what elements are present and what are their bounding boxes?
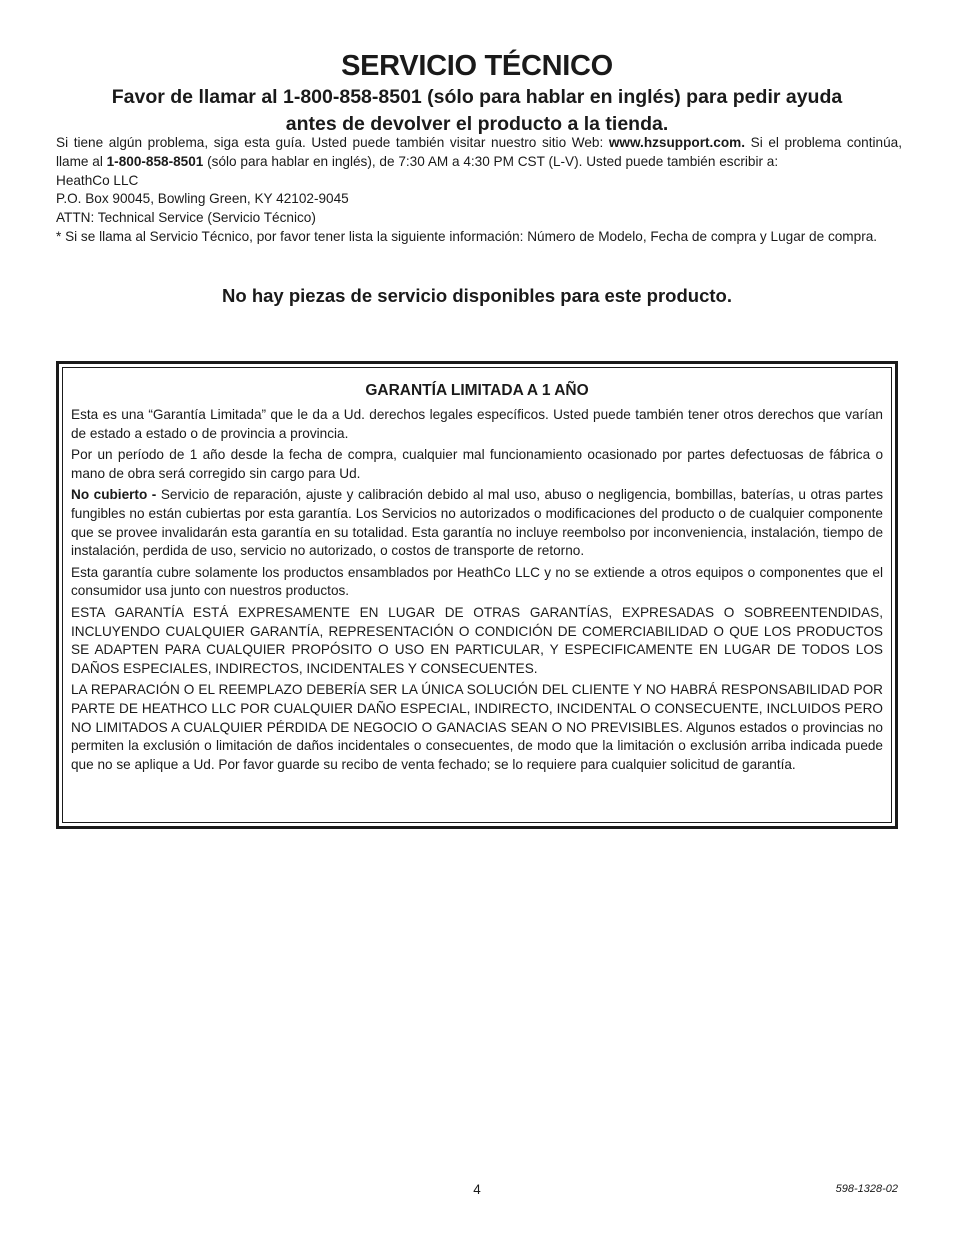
warranty-paragraph-5: ESTA GARANTÍA ESTÁ EXPRESAMENTE EN LUGAR DE OTRAS GARANTÍAS, EXPRESADAS O SOBREENTENDIDAS, INCLUYENDO CUALQUIER GARANTÍA, REPRESENTACIÓN O CONDICIÓN DE COMERCIABILIDAD O QUE LOS PRODUCTOS SE ADAPTEN PARA CUALQUIER PROPÓSITO O USO EN PARTICULAR, Y ESPECIFICAMENTE EN LUGAR DE TODOS LOS DAÑOS ESPECIALES, INDIRECTOS, INCIDENTALES Y CONSECUENTES. bbox=[71, 604, 883, 676]
intro-text-b: Si el problema continúa, llame al bbox=[56, 135, 902, 169]
service-note: * Si se llama al Servicio Técnico, por favor tener lista la siguiente información: Número de Modelo, Fecha de compra y Lugar de compra. bbox=[56, 228, 878, 244]
address-attn: ATTN: Technical Service (Servicio Técnico) bbox=[56, 210, 316, 226]
warranty-title: GARANTÍA LIMITADA A 1 AÑO bbox=[365, 382, 589, 399]
document-number: 598-1328-02 bbox=[835, 1183, 898, 1195]
warranty-paragraph-4: Esta garantía cubre solamente los productos ensamblados por HeathCo LLC y no se extiende a otros equipos o componentes que el consumidor usa junto con nuestros productos. bbox=[71, 564, 883, 599]
subtitle-line-2: antes de devolver el producto a la tienda. bbox=[285, 113, 669, 135]
warranty-paragraph-3 bbox=[71, 486, 883, 560]
support-phone-number: 1-800-858-8501 bbox=[106, 153, 204, 169]
address-po-box: P.O. Box 90045, Bowling Green, KY 42102-9045 bbox=[56, 191, 349, 207]
no-parts-notice: No hay piezas de servicio disponibles para este producto. bbox=[222, 285, 732, 306]
website-link[interactable]: www.hzsupport.com. bbox=[608, 135, 746, 150]
intro-section bbox=[56, 134, 902, 247]
address-company: HeathCo LLC bbox=[56, 172, 139, 188]
support-phone-heading bbox=[40, 84, 914, 138]
not-covered-text: Servicio de reparación, ajuste y calibración debido al mal uso, abuso o negligencia, bombillas, baterías, u otras partes fungibles no están cubiertas por esta garantía. Los Servicios no autorizados o modificaciones del producto o de cualquier componente que se provee invalidarán esta garantía en su totalidad. Esta garantía no incluye reembolso por inconveniencia, instalación, tiempo de instalación, perdida de uso, servicio no autorizado, o costos de transporte de retorno. bbox=[71, 487, 883, 559]
subtitle-line-1: Favor de llamar al 1-800-858-8501 (sólo para hablar en inglés) para pedir ayuda bbox=[111, 86, 843, 108]
not-covered-label: No cubierto - bbox=[71, 487, 157, 503]
page-title: SERVICIO TÉCNICO bbox=[341, 50, 613, 82]
warranty-box bbox=[56, 361, 898, 829]
warranty-body bbox=[71, 406, 883, 774]
warranty-box-inner bbox=[62, 367, 892, 823]
warranty-paragraph-6: LA REPARACIÓN O EL REEMPLAZO DEBERÍA SER LA ÚNICA SOLUCIÓN DEL CLIENTE Y NO HABRÁ RESPONSABILIDAD POR PARTE DE HEATHCO LLC POR CUALQUIER DAÑO ESPECIAL, INDIRECTO, INCIDENTAL O CONSECUENTE, INCLUIDOS PERO NO LIMITADOS A CUALQUIER PÉRDIDA DE NEGOCIO O GANACIAS SEAN O NO PREVISIBLES. Algunos estados o provincias no permiten la exclusión o limitación de daños incidentales o consecuentes, de modo que la limitación o exclusión arriba indicada puede que no se aplique a Ud. Por favor guarde su recibo de venta fechado; se lo requiere para cualquier solicitud de garantía. bbox=[71, 682, 883, 772]
page-number: 4 bbox=[473, 1182, 481, 1197]
intro-paragraph bbox=[56, 134, 902, 172]
intro-text-c: (sólo para hablar en inglés), de 7:30 AM a 4:30 PM CST (L-V). Usted puede también escribir a: bbox=[203, 153, 779, 169]
warranty-paragraph-1: Esta es una “Garantía Limitada” que le da a Ud. derechos legales específicos. Usted puede también tener otros derechos que varían de estado a estado o de provincia a provincia. bbox=[71, 407, 883, 441]
intro-text-a: Si tiene algún problema, siga esta guía. Usted puede también visitar nuestro sitio Web: bbox=[56, 135, 609, 150]
warranty-paragraph-2: Por un período de 1 año desde la fecha de compra, cualquier mal funcionamiento ocasionado por partes defectuosas de fábrica o mano de obra será corregido sin cargo para Ud. bbox=[71, 447, 883, 481]
